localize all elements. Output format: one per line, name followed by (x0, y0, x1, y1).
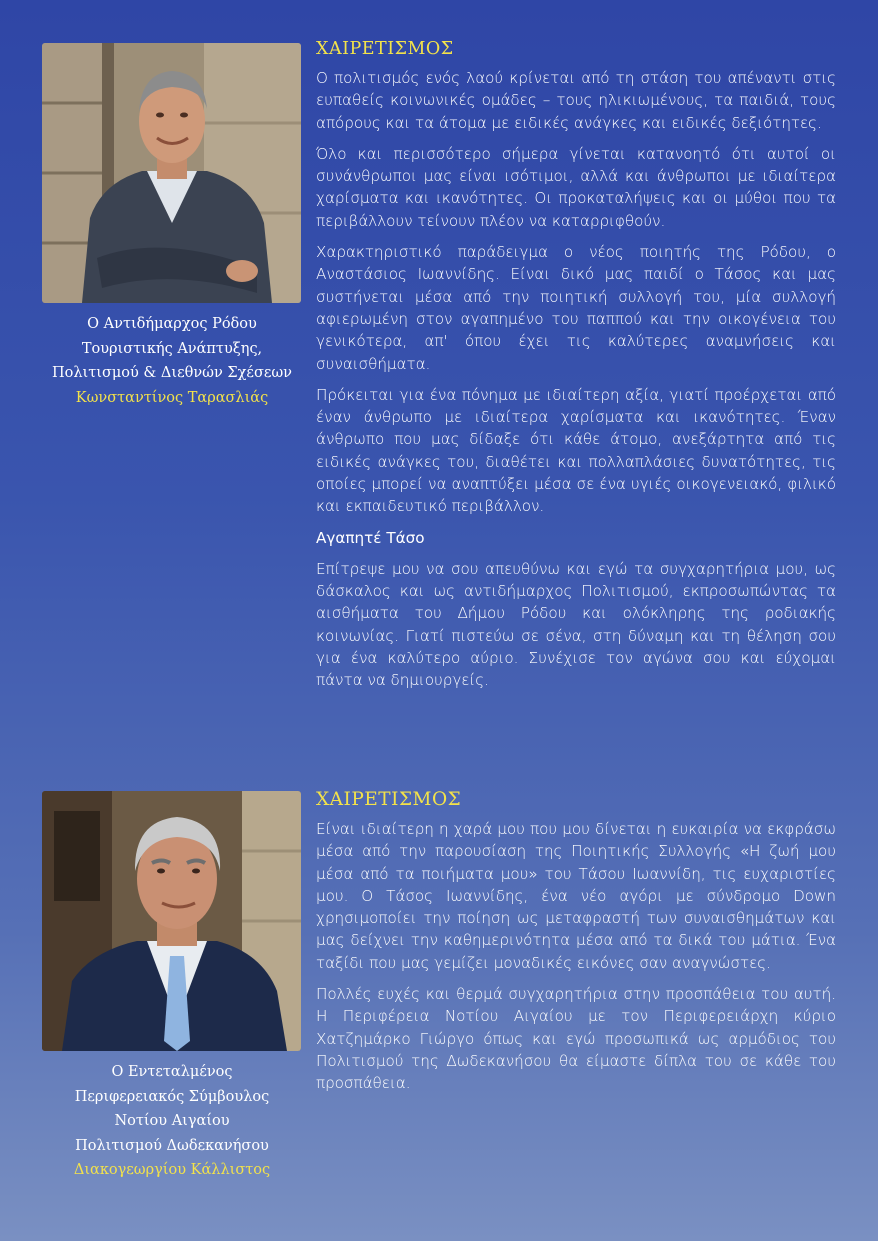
caption-person-name: Κωνσταντίνος Ταρασλιάς (75, 389, 269, 406)
section-heading: ΧΑΙΡΕΤΙΣΜΟΣ (316, 39, 454, 59)
greeting-article-2 (316, 788, 836, 1104)
portrait-photo-1 (42, 43, 301, 303)
paragraph: Όλο και περισσότερο σήμερα γίνεται κατανοητό ότι αυτοί οι συνάνθρωποι μας είναι ισότιμοι, αλλά και άνθρωποι με ιδιαίτερα χαρίσματα και ικανότητες. Οι προκαταλήψεις και οι μύθοι που τα περιβάλλουν τείνουν πλέον να καταρριφθούν. (316, 144, 836, 230)
caption-title-line: Νοτίου Αιγαίου (114, 1113, 230, 1129)
caption-title-line: Ο Αντιδήμαρχος Ρόδου (87, 316, 257, 332)
paragraph: Επίτρεψε μου να σου απευθύνω και εγώ τα συγχαρητήρια μου, ως δάσκαλος και ως αντιδήμαρχος Πολιτισμού, εκπροσωπώντας τα αισθήματα του Δήμου Ρόδου και ολόκληρης της ροδιακής κοινωνίας. Γιατί πιστεύω σε σένα, στη δύναμη και τη θέληση σου για ένα καλύτερο αύριο. Συνέχισε τον αγώνα σου και εύχομαι πάντα να δημιουργείς. (316, 559, 836, 690)
paragraph: Είναι ιδιαίτερη η χαρά μου που μου δίνεται η ευκαιρία να εκφράσω μέσα από την παρουσίαση της Ποιητικής Συλλογής «Η ζωή μου μέσα από τα ποιήματα μου» του Τάσου Ιωαννίδη, τις ευχαριστίες μου. Ο Τάσος Ιωαννίδης, ένα νέο αγόρι με σύνδρομο Down χρησιμοποίει την ποίηση ως μεταφραστή των συναισθημάτων και μας δείχνει την καθημερινότητα μέσα από τα δικά του μάτια. Ένα ταξίδι που μας γεμίζει μοναδικές εικόνες σαν αναγνώστες. (316, 820, 836, 972)
section-heading: ΧΑΙΡΕΤΙΣΜΟΣ (316, 789, 462, 810)
caption-title-line: Πολιτισμού & Διεθνών Σχέσεων (51, 365, 292, 381)
paragraph: Πολλές ευχές και θερμά συγχαρητήρια στην προσπάθεια του αυτή. Η Περιφέρεια Νοτίου Αιγαίου με τον Περιφερειάρχη κύριο Χατζημάρκο Γιώργο όπως και εγώ προσωπικά ως αρμόδιος του Πολιτισμού της Δωδεκανήσου θα είμαστε δίπλα του σε κάθε του προσπάθεια. (316, 985, 836, 1093)
caption-title-line: Ο Εντεταλμένος (111, 1064, 233, 1080)
caption-title-line: Περιφερειακός Σύμβουλος (74, 1088, 270, 1105)
salutation: Αγαπητέ Τάσο (316, 528, 425, 547)
photo-caption-2 (28, 1060, 316, 1183)
paragraph: Ο πολιτισμός ενός λαού κρίνεται από τη στάση του απέναντι στις ευπαθείς κοινωνικές ομάδες – τους ηλικιωμένους, τα παιδιά, τους απόρους και τα άτομα με ειδικές ανάγκες και ειδικές δεξιότητες. (316, 69, 836, 132)
caption-title-line: Πολιτισμού Δωδεκανήσου (75, 1137, 269, 1154)
portrait-photo-2 (42, 791, 301, 1051)
paragraph: Χαρακτηριστικό παράδειγμα ο νέος ποιητής της Ρόδου, ο Αναστάσιος Ιωαννίδης. Είναι δικό μας παιδί ο Τάσος και μας συστήνεται μέσα από την ποιητική συλλογή του, μία συλλογή αφιερωμένη στον αγαπημένο του παππού και την οικογένεια του γενικότερα, απ' όπου έχει τις καλύτερες αναμνήσεις και συναισθήματα. (316, 243, 836, 373)
photo-caption-1 (28, 312, 316, 410)
greeting-article-1 (316, 37, 836, 700)
paragraph: Πρόκειται για ένα πόνημα με ιδιαίτερη αξία, γιατί προέρχεται από έναν άνθρωπο με ιδιαίτερα χαρίσματα και ικανότητες. Έναν άνθρωπο που μας δίδαξε ότι κάθε άτομο, ανεξάρτητα από τις ειδικές ανάγκες του, διαθέτει και πολλαπλάσιες δυνατότητες, τις οποίες μπορεί να αναπτύξει μέσα σε ένα υγιές οικογενειακό, φιλικό και εκπαιδευτικό περιβάλλον. (316, 385, 836, 516)
caption-person-name: Διακογεωργίου Κάλλιστος (73, 1162, 271, 1178)
caption-title-line: Τουριστικής Ανάπτυξης, (81, 340, 263, 357)
